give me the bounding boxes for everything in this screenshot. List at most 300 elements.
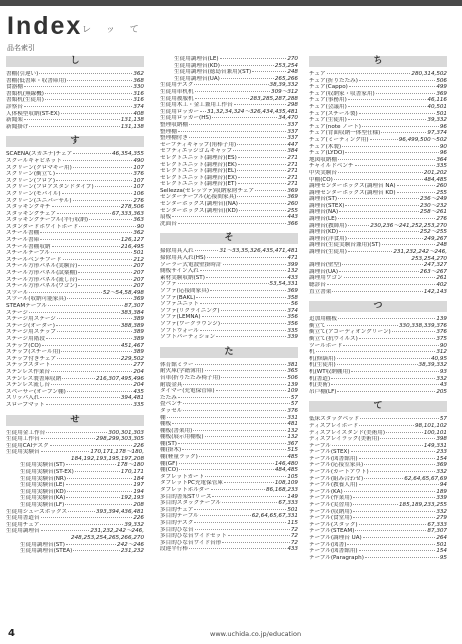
entry-label: テーブル(応接室家具) <box>309 462 364 469</box>
page-title: Index <box>7 12 83 40</box>
entry-label: チェア(収納家・収書家用) <box>309 90 375 97</box>
index-entry <box>160 395 298 402</box>
entry-label: 診察台 <box>6 103 23 110</box>
index-entry <box>160 507 298 514</box>
entry-page: 381 <box>287 361 298 368</box>
leader-dots <box>78 265 132 266</box>
index-entry <box>309 469 447 476</box>
index-entry <box>309 269 447 276</box>
leader-dots <box>382 244 436 245</box>
entry-label: 生徒用調理台(STEA) <box>20 548 73 555</box>
entry-label: 生徒用実験台(LF) <box>20 502 65 509</box>
entry-label: テーブル(KA) <box>309 488 343 495</box>
entry-label: 棚 <box>160 414 166 421</box>
entry-page: 258〜261 <box>420 209 447 216</box>
entry-label: チェア(スチール製) <box>309 110 358 117</box>
index-entry <box>160 89 298 96</box>
entry-page: 271 <box>287 168 298 175</box>
index-entry <box>160 308 298 315</box>
entry-page: 178〜180 <box>117 462 144 469</box>
leader-dots <box>67 298 132 299</box>
leader-dots <box>337 364 418 365</box>
leader-dots <box>316 351 436 352</box>
leader-dots <box>40 524 123 525</box>
entry-label: 多目的デスク <box>160 520 194 526</box>
index-entry <box>6 78 144 85</box>
entry-page: 236〜249 <box>420 196 447 203</box>
leader-dots <box>345 152 438 153</box>
index-entry <box>160 520 298 527</box>
entry-page: 39,332 <box>427 117 447 124</box>
entry-label: 生徒用金工作台 <box>6 429 46 436</box>
index-entry <box>309 356 447 363</box>
index-entry <box>160 474 298 481</box>
entry-page: 374 <box>133 103 144 110</box>
leader-dots <box>29 292 102 293</box>
leader-dots <box>79 226 136 227</box>
entry-label: スタッキングテーブル(平行収納) <box>6 217 89 224</box>
section-heading: た <box>160 347 298 358</box>
entry-page: 72 <box>290 526 298 533</box>
entry-label: ステップ(CO) <box>6 342 41 349</box>
entry-page: 276 <box>133 197 144 204</box>
entry-page: 194 <box>133 488 144 495</box>
entry-label: 生徒用シューズボックス <box>6 508 68 515</box>
leader-dots <box>239 203 286 204</box>
entry-label: 生徒用調理台(ST) <box>20 541 65 548</box>
leader-dots <box>51 371 132 372</box>
index-entry <box>309 482 447 489</box>
leader-dots <box>189 124 286 125</box>
index-entry <box>6 528 144 535</box>
index-entry <box>160 221 298 228</box>
entry-label: 生徒用木工・金工兼用工作台 <box>160 102 233 109</box>
entry-page: 255 <box>436 189 447 196</box>
index-section <box>6 415 144 555</box>
entry-page: 260 <box>287 201 298 208</box>
entry-page: 337 <box>287 135 298 142</box>
entry-label: チェア(note ノート) <box>309 123 361 130</box>
leader-dots <box>178 443 286 444</box>
entry-page: 230,236〜241,252,253,270 <box>370 222 447 229</box>
entry-label: 多目的テーブル <box>160 513 199 520</box>
index-entry <box>309 389 447 396</box>
entry-page: 231,232,242〜246, <box>393 249 447 256</box>
index-section <box>309 401 447 561</box>
index-section <box>160 233 298 340</box>
entry-label: スクールキャビネット <box>6 157 62 164</box>
index-entry <box>160 168 298 175</box>
entry-page: 96 <box>439 123 447 130</box>
entry-page: 255 <box>287 207 298 214</box>
leader-dots <box>228 535 290 536</box>
entry-page: 108,109 <box>274 480 298 487</box>
index-entry <box>6 230 144 237</box>
entry-label: 生徒用実験台(NR) <box>20 475 66 482</box>
index-entry <box>309 150 447 157</box>
index-entry <box>309 376 447 383</box>
entry-label: 食器棚 <box>6 84 23 91</box>
entry-page: 201,202 <box>423 169 447 176</box>
entry-label: 中棚(CO) <box>309 176 333 183</box>
index-entry <box>6 343 144 350</box>
index-entry <box>160 288 298 295</box>
leader-dots <box>355 530 426 531</box>
index-section <box>160 56 298 227</box>
index-entry <box>6 237 144 244</box>
entry-label: セレクトユニット(調理台)(ES) <box>160 154 237 161</box>
leader-dots <box>48 305 123 306</box>
leader-dots <box>237 196 286 197</box>
leader-dots <box>344 491 436 492</box>
entry-label: ソーラー式電波壁掛時計 <box>160 261 222 268</box>
entry-page: 53,54,331 <box>269 281 298 288</box>
index-entry <box>160 434 298 441</box>
entry-label: ステップ(スチール用) <box>6 349 61 356</box>
index-entry <box>6 296 144 303</box>
entry-label: ステンレス作業台 <box>6 368 51 375</box>
index-entry <box>309 369 447 376</box>
index-entry <box>309 170 447 177</box>
leader-dots <box>332 445 423 446</box>
entry-page: 52〜54,58,498 <box>102 289 144 296</box>
leader-dots <box>56 173 132 174</box>
entry-page: 389 <box>133 329 144 336</box>
index-entry <box>309 71 447 78</box>
index-entry <box>309 137 447 144</box>
entry-label: チェア(Cappo) <box>309 84 348 91</box>
entry-label: ソファ(LEMNA) <box>160 314 201 321</box>
leader-dots <box>397 192 436 193</box>
entry-page: 40,95 <box>430 355 447 362</box>
index-entry <box>6 482 144 489</box>
entry-label: 棚板(書架用) <box>160 427 193 434</box>
leader-dots <box>370 471 436 472</box>
leader-dots <box>338 159 435 160</box>
leader-dots <box>178 397 290 398</box>
index-entry <box>309 509 447 516</box>
leader-dots <box>65 504 132 505</box>
entry-label: チェア <box>309 71 326 77</box>
index-entry <box>6 436 144 443</box>
footer-url[interactable]: www.uchida.co.jp/education <box>210 630 302 638</box>
index-entry <box>6 323 144 330</box>
entry-label: 書類机(無線機) <box>6 90 44 97</box>
index-entry <box>6 211 144 218</box>
leader-dots <box>73 167 133 168</box>
entry-label: チェア(LYDO) <box>309 150 345 157</box>
leader-dots <box>221 377 286 378</box>
entry-label: 新聞掛け <box>6 123 29 130</box>
entry-page: 369 <box>287 194 298 201</box>
leader-dots <box>221 65 274 66</box>
leader-dots <box>40 232 132 233</box>
index-entry <box>160 109 298 116</box>
entry-page: 362 <box>133 230 144 237</box>
index-entry <box>160 82 298 89</box>
entry-page: 363 <box>133 217 144 224</box>
entry-label: テーブル(Paragraph) <box>309 554 364 561</box>
entry-page: 132 <box>287 434 298 441</box>
leader-dots <box>327 284 436 285</box>
index-entry <box>6 495 144 502</box>
leader-dots <box>200 303 290 304</box>
entry-page: 231,232,242〜246, <box>90 528 144 535</box>
entry-label: 棚(CO) <box>160 467 179 474</box>
index-entry <box>309 528 447 535</box>
index-entry <box>160 454 298 461</box>
entry-label: ソファ <box>160 281 177 288</box>
entry-page: 384 <box>287 148 298 155</box>
entry-page: 300,301,303 <box>108 429 144 436</box>
entry-label: 机(修繕用) <box>309 355 336 362</box>
index-entry <box>160 96 298 103</box>
entry-label: スチール方形パネル(ワゴン) <box>6 283 78 290</box>
leader-dots <box>355 165 436 166</box>
entry-page: 337 <box>287 121 298 128</box>
index-entry <box>6 91 144 98</box>
entry-label: センターテーブル(応接間家具) <box>160 194 237 201</box>
leader-dots <box>67 80 132 81</box>
entry-page: 506 <box>287 374 298 381</box>
entry-page: 98,101,102 <box>414 422 447 429</box>
entry-page: 170,171 <box>120 469 144 476</box>
index-entry <box>309 216 447 223</box>
entry-page: 263〜267 <box>420 268 447 275</box>
leader-dots <box>195 91 270 92</box>
entry-page: 184,192,193,195,197,208 <box>71 455 144 462</box>
leader-dots <box>359 484 439 485</box>
index-entry <box>6 522 144 529</box>
index-entry <box>309 476 447 483</box>
entry-page: 189 <box>436 488 447 495</box>
entry-page: 376 <box>133 171 144 178</box>
index-entry <box>6 336 144 343</box>
entry-label: テーブル(調理台 UA) <box>309 535 362 541</box>
entry-label: タブレットPC充電保管庫 <box>160 480 223 487</box>
entry-label: ステージ用ステージ <box>6 316 56 323</box>
leader-dots <box>216 390 287 391</box>
leader-dots <box>359 425 414 426</box>
leader-dots <box>255 190 286 191</box>
index-entry <box>6 316 144 323</box>
entry-page: 249,267 <box>423 235 447 242</box>
leader-dots <box>178 283 269 284</box>
index-entry <box>309 104 447 111</box>
leader-dots <box>56 180 132 181</box>
entry-page: 264 <box>436 535 447 541</box>
entry-page: 146,480 <box>274 460 298 467</box>
leader-dots <box>73 153 111 154</box>
entry-page: 443 <box>287 214 298 221</box>
leader-dots <box>172 423 286 424</box>
entry-page: 46,116 <box>427 97 447 104</box>
leader-dots <box>237 170 286 171</box>
leader-dots <box>61 351 132 352</box>
index-entry <box>160 122 298 129</box>
leader-dots <box>359 524 427 525</box>
entry-label: 棚(GF) <box>160 460 178 467</box>
index-entry <box>160 375 298 382</box>
entry-page: 375 <box>436 335 447 342</box>
entry-label: Sellezza(セレッツァ)収納家財チェア <box>160 187 255 194</box>
entry-page: 369 <box>133 296 144 303</box>
index-entry <box>6 509 144 516</box>
entry-label: チェア(会議用) <box>309 103 347 110</box>
index-entry <box>6 250 144 257</box>
leader-dots <box>202 316 287 317</box>
entry-label: 書類机(生徒用) <box>6 97 44 104</box>
index-entry <box>309 449 447 456</box>
entry-label: 調理用ワゴン <box>309 275 343 282</box>
leader-dots <box>66 544 116 545</box>
leader-dots <box>397 185 436 186</box>
index-entry <box>160 408 298 415</box>
leader-dots <box>349 86 435 87</box>
entry-page: 481 <box>287 421 298 428</box>
leader-dots <box>348 251 392 252</box>
index-entry <box>309 382 447 389</box>
entry-page: 490 <box>133 157 144 164</box>
leader-dots <box>179 463 274 464</box>
entry-page: 332 <box>436 508 447 515</box>
entry-label: チェア(折りたたみ) <box>309 77 358 84</box>
index-entry <box>6 257 144 264</box>
leader-dots <box>221 323 286 324</box>
index-entry <box>160 428 298 435</box>
index-entry <box>309 229 447 236</box>
entry-page: 131,138 <box>120 123 144 130</box>
leader-dots <box>73 200 133 201</box>
index-entry <box>6 382 144 389</box>
entry-page: 278,506 <box>120 204 144 211</box>
entry-page: 62,64,65,67,331 <box>251 513 298 520</box>
entry-page: 383,384 <box>120 309 144 316</box>
entry-page: 205 <box>436 388 447 395</box>
index-entry <box>160 382 298 389</box>
entry-page: 248 <box>436 242 447 249</box>
leader-dots <box>345 205 419 206</box>
entry-label: スクリーン(衝立て) <box>6 171 56 178</box>
entry-page: 207 <box>133 283 144 290</box>
entry-page: 139 <box>287 381 298 388</box>
entry-label: ソファ(ワークラウンジ) <box>160 320 221 327</box>
entry-page: 253,254 <box>274 62 298 69</box>
index-entry <box>160 281 298 288</box>
index-entry <box>6 283 144 290</box>
entry-label: 調理センターボックス(調理台 NA) <box>309 183 396 190</box>
leader-dots <box>67 491 132 492</box>
leader-dots <box>62 193 133 194</box>
index-entry <box>160 467 298 474</box>
index-entry <box>160 248 298 255</box>
leader-dots <box>29 126 119 127</box>
leader-dots <box>353 504 398 505</box>
index-entry <box>160 540 298 547</box>
leader-dots <box>238 183 287 184</box>
leader-dots <box>195 529 290 530</box>
entry-page: 506 <box>436 77 447 84</box>
entry-page: 389 <box>133 316 144 323</box>
index-entry <box>160 461 298 468</box>
leader-dots <box>239 210 286 211</box>
leader-dots <box>370 139 398 140</box>
entry-page: 408 <box>133 110 144 117</box>
entry-label: 新聞架 <box>6 117 23 124</box>
entry-page: 248,253,254,265,266,270 <box>71 535 144 541</box>
index-entry <box>6 184 144 191</box>
index-entry <box>6 290 144 297</box>
leader-dots <box>234 104 287 105</box>
entry-page: 233 <box>436 449 447 456</box>
entry-label: テーブル(図書館用) <box>309 548 358 555</box>
index-entry <box>309 242 447 249</box>
entry-page: 95 <box>439 554 447 561</box>
entry-page: 39,332 <box>124 521 144 528</box>
entry-page: 358 <box>287 294 298 301</box>
leader-dots <box>51 252 132 253</box>
entry-page: 231,232 <box>120 548 144 555</box>
leader-dots <box>61 113 133 114</box>
entry-label: セレクトユニット(調理台)(EK) <box>160 161 237 168</box>
leader-dots <box>46 404 133 405</box>
entry-label: 素材実験収納(ST) <box>160 274 205 281</box>
leader-dots <box>348 225 369 226</box>
leader-dots <box>224 482 274 483</box>
leader-dots <box>206 277 286 278</box>
entry-label: 生徒用車机机 <box>160 88 194 95</box>
index-entry <box>160 480 298 487</box>
index-entry <box>160 175 298 182</box>
entry-label: 多目的ひな台ワイド台形 <box>160 539 222 546</box>
entry-page: 170,171,178〜180, <box>90 449 144 456</box>
entry-label: スチールテーブル <box>6 250 51 257</box>
index-entry <box>160 255 298 262</box>
entry-label: 畳ベンチ <box>160 401 183 408</box>
section-heading: ち <box>309 56 447 67</box>
index-entry <box>309 183 447 190</box>
index-entry <box>160 208 298 215</box>
leader-dots <box>56 325 120 326</box>
index-entry <box>309 130 447 137</box>
entry-page: 94 <box>439 482 447 489</box>
leader-dots <box>342 146 439 147</box>
leader-dots <box>73 550 120 551</box>
entry-page: 184 <box>133 475 144 482</box>
entry-page: 57 <box>439 416 447 423</box>
index-section <box>6 136 144 408</box>
index-entry <box>309 456 447 463</box>
entry-label: チェア(木製) <box>309 143 342 150</box>
entry-page: 270 <box>287 56 298 62</box>
index-entry <box>309 282 447 289</box>
entry-label: 調理台(ST) <box>309 196 338 203</box>
entry-page: 131,138 <box>120 117 144 124</box>
leader-dots <box>342 264 423 265</box>
index-entry <box>160 301 298 308</box>
index-entry <box>6 469 144 476</box>
entry-page: 90 <box>136 223 144 230</box>
leader-dots <box>238 177 286 178</box>
entry-page: 56 <box>290 301 298 308</box>
entry-page: 271 <box>287 181 298 188</box>
leader-dots <box>205 436 287 437</box>
index-entry <box>6 270 144 277</box>
index-entry <box>6 97 144 104</box>
leader-dots <box>339 231 419 232</box>
index-entry <box>309 111 447 118</box>
entry-page: 435 <box>133 388 144 395</box>
